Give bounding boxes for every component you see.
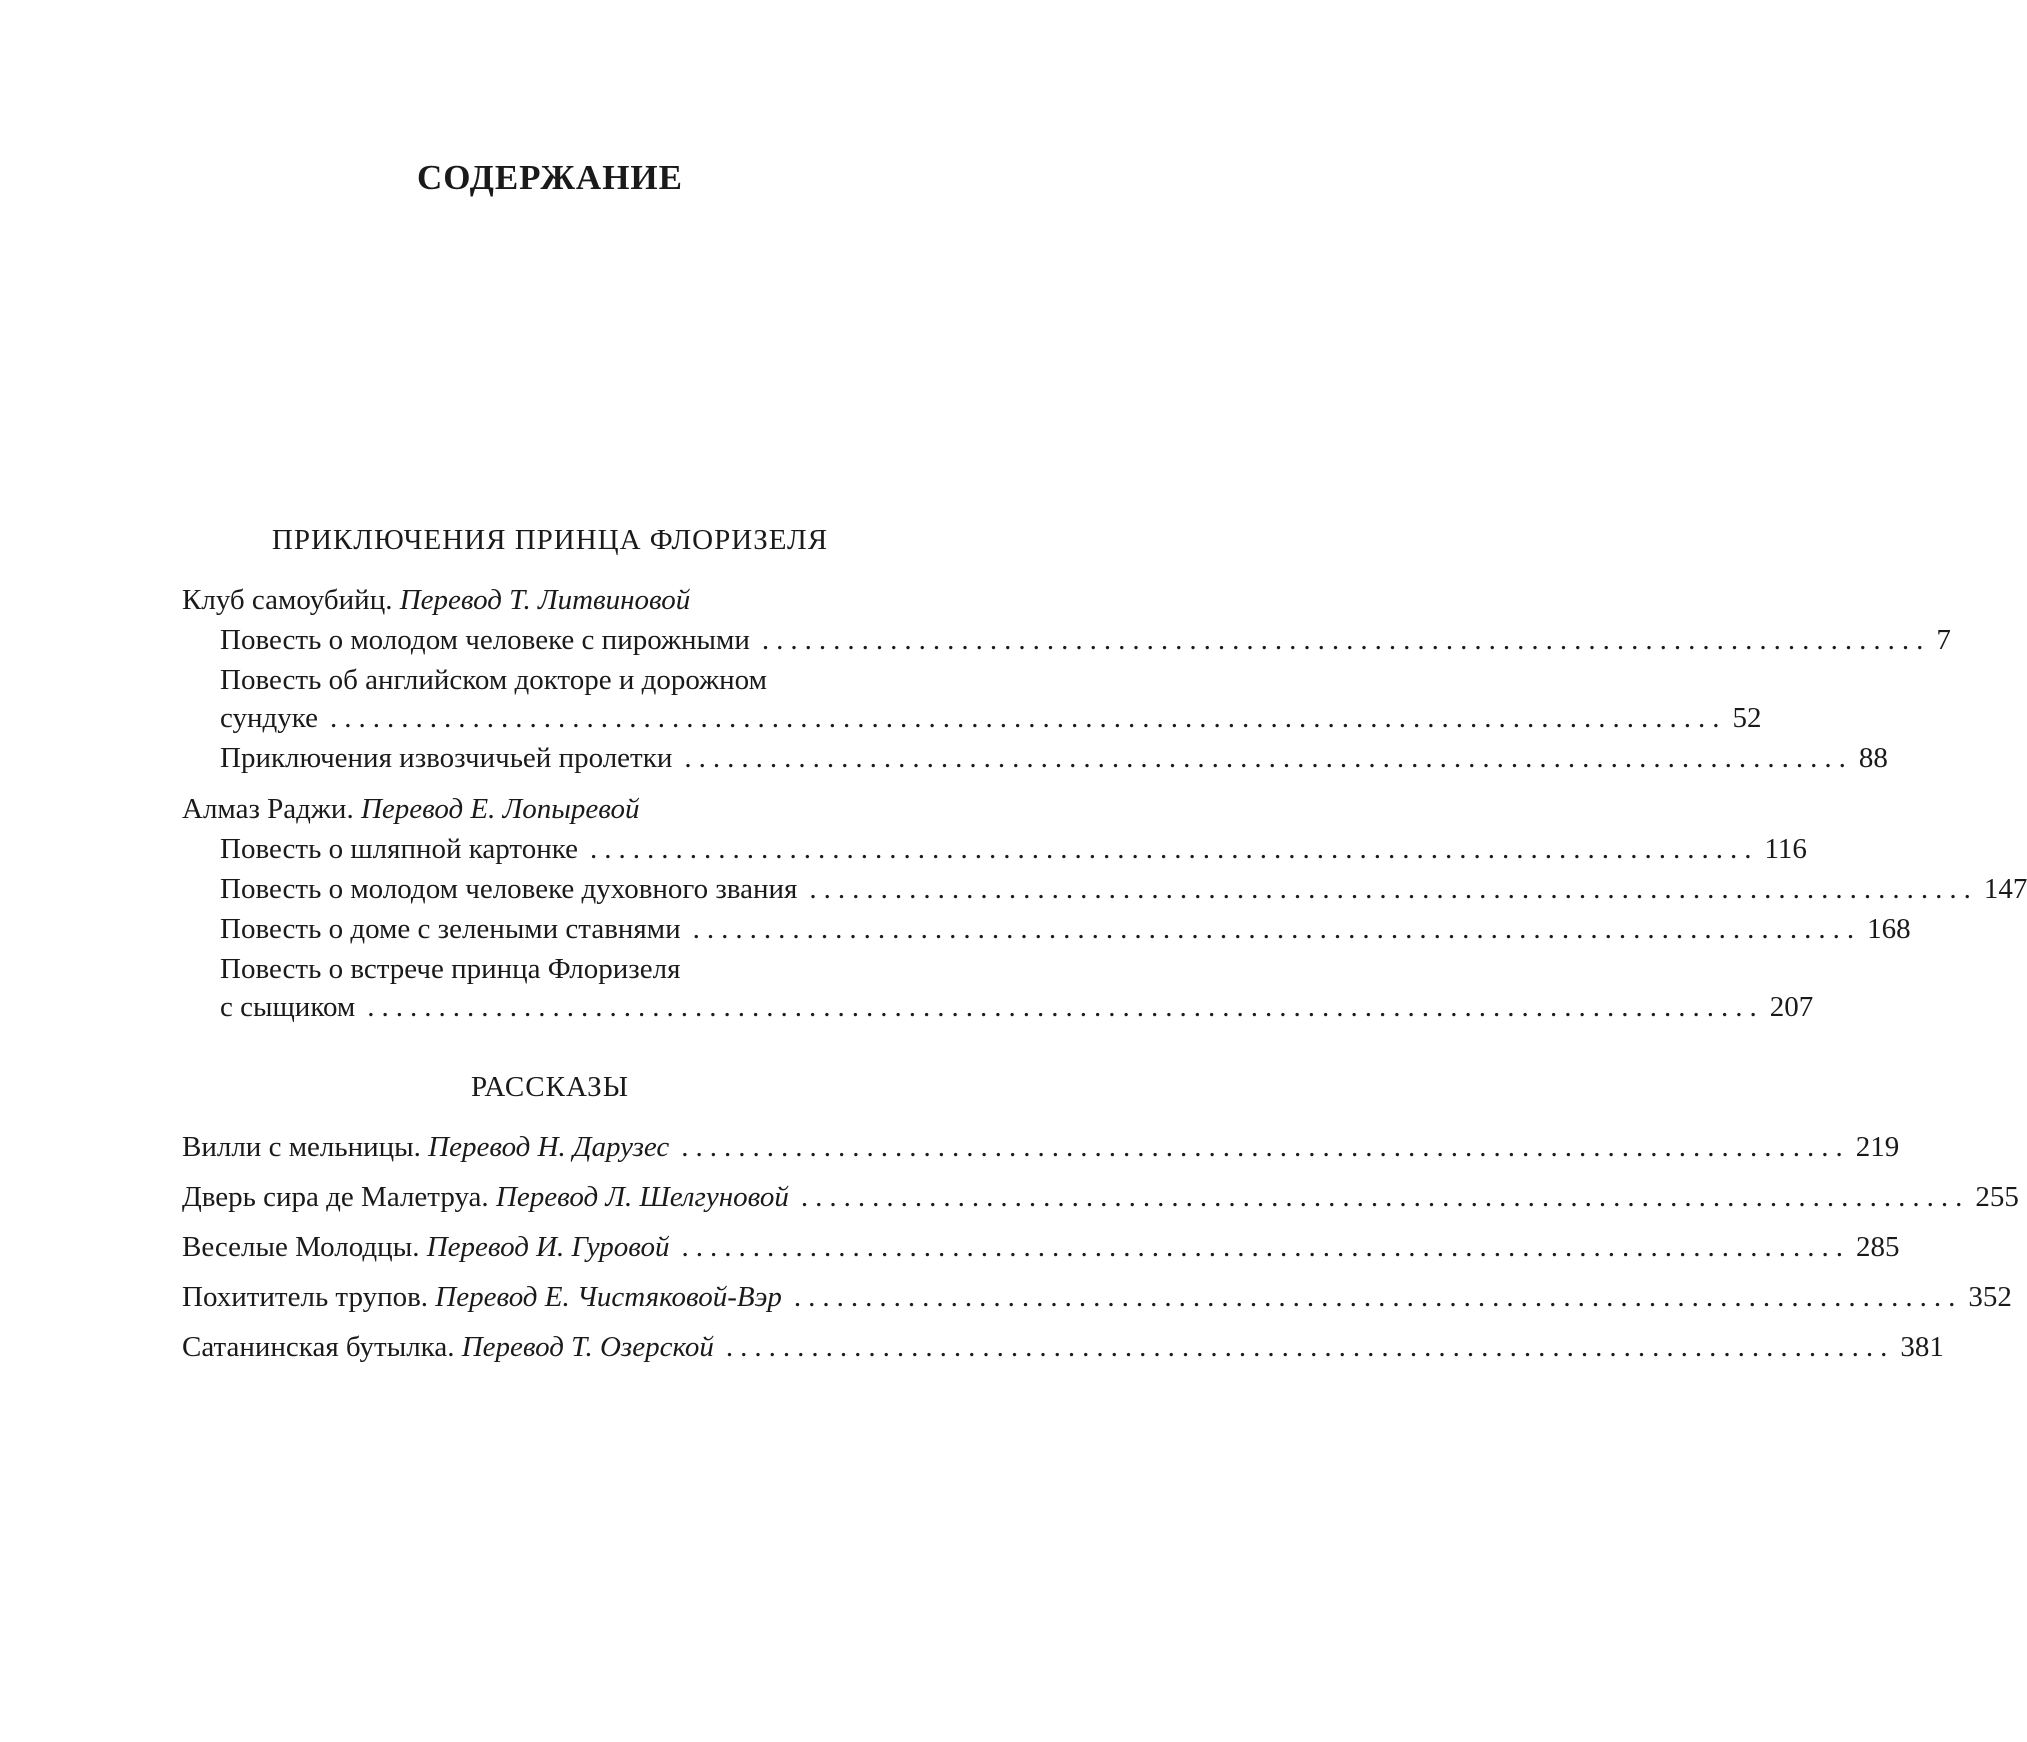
- toc-entry[interactable]: [182, 1231, 1900, 1267]
- dot-leader: ..................................................................................: [681, 1231, 1851, 1263]
- entry-title-line1[interactable]: Повесть о встрече принца Флоризеля: [220, 953, 681, 985]
- entry-title: Похититель трупов.: [182, 1281, 429, 1313]
- entry-translator: Перевод Т. Озерской: [461, 1331, 714, 1363]
- page-number: 219: [1855, 1131, 1900, 1163]
- dot-leader: ..................................................................................................: [367, 991, 1764, 1023]
- toc-group-suicide-club: [182, 584, 690, 617]
- dot-leader: ..................................................................................: [800, 1181, 1970, 1213]
- toc-entry[interactable]: [220, 991, 1814, 1027]
- page-number: 88: [1858, 742, 1888, 774]
- page-number: 207: [1769, 991, 1814, 1023]
- entry-translator: Перевод Н. Дарузес: [428, 1131, 670, 1163]
- dot-leader: ..................................................................................: [761, 624, 1931, 656]
- page-number: 116: [1764, 833, 1807, 865]
- toc-entry[interactable]: [220, 873, 2027, 909]
- toc-entry[interactable]: [220, 624, 1951, 660]
- entry-title: Повесть о молодом человеке с пирожными: [220, 624, 750, 656]
- entry-title: Веселые Молодцы.: [182, 1231, 420, 1263]
- page-number: 7: [1936, 624, 1951, 656]
- dot-leader: ..................................................................................: [681, 1131, 1850, 1163]
- dot-leader: ..................................................................................: [809, 873, 1978, 905]
- toc-entry[interactable]: [220, 833, 1807, 869]
- page-number: 168: [1867, 913, 1911, 945]
- entry-title: Приключения извозчичьей пролетки: [220, 742, 673, 774]
- page-number: 147: [1983, 873, 2027, 905]
- dot-leader: ..................................................................................: [589, 833, 1759, 865]
- page-number: 381: [1900, 1331, 1944, 1363]
- entry-translator: Перевод Е. Чистяковой-Вэр: [435, 1281, 782, 1313]
- entry-title: Сатанинская бутылка.: [182, 1331, 455, 1363]
- page-number: 352: [1968, 1281, 2012, 1313]
- group-translator: Перевод Т. Литвиновой: [399, 584, 691, 616]
- page-title: СОДЕРЖАНИЕ: [416, 158, 683, 197]
- page-number: 285: [1856, 1231, 1900, 1263]
- entry-title-line2: сундуке: [220, 702, 319, 734]
- group-title: Алмаз Раджи.: [182, 793, 354, 825]
- dot-leader: ..................................................................................: [692, 913, 1862, 945]
- toc-entry[interactable]: [182, 1331, 1944, 1367]
- group-title: Клуб самоубийц.: [182, 584, 393, 616]
- entry-title: Повесть о шляпной картонке: [220, 833, 578, 865]
- dot-leader: ..................................................................................: [793, 1281, 1963, 1313]
- toc-entry[interactable]: [182, 1281, 2012, 1317]
- entry-translator: Перевод Л. Шелгуновой: [495, 1181, 789, 1213]
- section-heading-florizel: ПРИКЛЮЧЕНИЯ ПРИНЦА ФЛОРИЗЕЛЯ: [271, 524, 829, 556]
- entry-title-line2: с сыщиком: [220, 991, 356, 1023]
- toc-entry[interactable]: [182, 1181, 2019, 1217]
- entry-title: Дверь сира де Малетруа.: [182, 1181, 489, 1213]
- dot-leader: ..................................................................................: [725, 1331, 1895, 1363]
- entry-translator: Перевод И. Гуровой: [426, 1231, 670, 1263]
- dot-leader: ..................................................................................: [684, 742, 1853, 774]
- group-translator: Перевод Е. Лопыревой: [360, 793, 640, 825]
- page-number: 52: [1732, 702, 1762, 734]
- toc-entry[interactable]: [220, 913, 1911, 949]
- entry-title: Вилли с мельницы.: [182, 1131, 421, 1163]
- toc-entry[interactable]: [182, 1131, 1900, 1167]
- toc-entry[interactable]: [220, 702, 1762, 738]
- page-number: 255: [1975, 1181, 2019, 1213]
- entry-title-line1[interactable]: Повесть об английском докторе и дорожном: [220, 664, 767, 696]
- dot-leader: ..................................................................................................: [330, 702, 1727, 734]
- toc-entry[interactable]: [220, 742, 1888, 778]
- section-heading-stories: РАССКАЗЫ: [471, 1071, 629, 1103]
- entry-title: Повесть о молодом человеке духовного звания: [220, 873, 798, 905]
- toc-group-rajah-diamond: [182, 793, 639, 826]
- entry-title: Повесть о доме с зелеными ставнями: [220, 913, 681, 945]
